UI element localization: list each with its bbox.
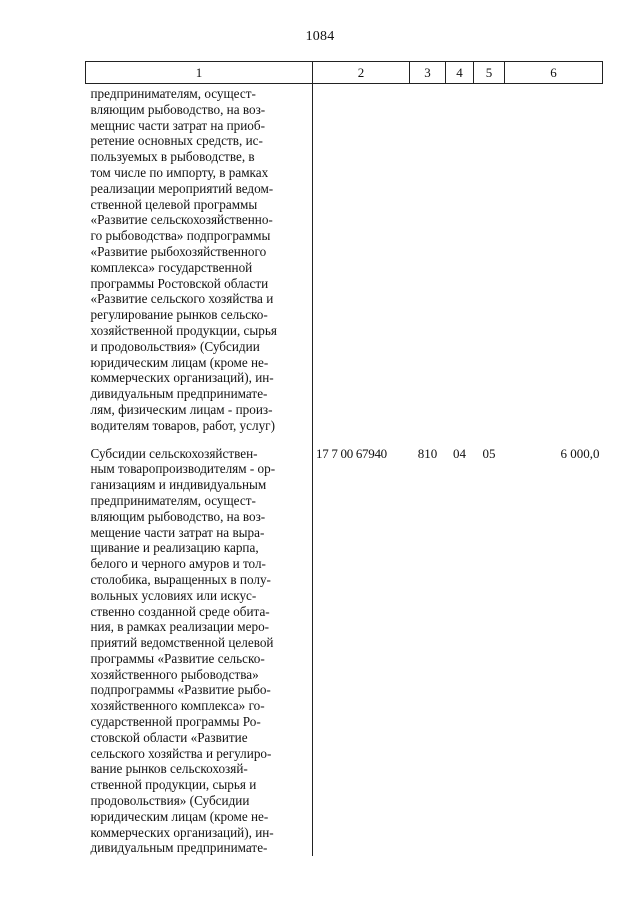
row-section: 04	[453, 445, 466, 461]
row-subsection: 05	[482, 445, 496, 461]
row-description: Субсидии сельскохозяйствен- ным товаропроизводителям - ор- ганизациям и индивидуальным предпринимателям, осущест- вляющим рыбоводство, на воз- мещение части затрат на выра- щивание и реализацию карпа, белого и черного амуров и тол- столобика, выращенных в полу- вольных условиях или искус- ственно созданной среде обита- ния, в рамках реализации меро- приятий ведомственной целевой программы «Развитие сельско- хозяйственного рыбоводства» подпрограммы «Развитие рыбо- хозяйственного комплекса» го- сударственной программы Ро- стовской области «Развитие сельского хозяйства и регулиро- вание рынков сельскохозяй- ственной продукции, сырья и продовольствия» (Субсидии юридическим лицам (кроме не- коммерческих организаций), ин- дивидуальным предпринимате-	[86, 434, 313, 857]
header-col-4: 4	[446, 62, 474, 84]
table-body	[86, 84, 603, 857]
header-col-6: 6	[505, 62, 603, 84]
page-number: 1084	[305, 29, 335, 44]
row-expense-type: 810	[417, 445, 438, 461]
table-row	[86, 434, 603, 857]
row-target-code	[313, 84, 410, 434]
budget-table	[85, 61, 603, 856]
header-row	[86, 62, 603, 84]
header-col-1: 1	[86, 62, 313, 84]
row-expense-type	[410, 84, 446, 434]
row-target-code: 17 7 00 67940	[316, 445, 387, 461]
row-amount: 6 000,0	[560, 445, 600, 461]
row-description: предпринимателям, осущест- вляющим рыбоводство, на воз- мещнис части затрат на приоб- ретение основных средств, ис- пользуемых в рыбоводстве, в том числе по импорту, в рамках реализации мероприятий ведом- ственной целевой программы «Развитие сельскохозяйственно- го рыбоводства» подпрограммы «Развитие рыбохозяйственного комплекса» государственной программы Ростовской области «Развитие сельского хозяйства и регулирование рынков сельско- хозяйственной продукции, сырья и продовольствия» (Субсидии юридическим лицам (кроме не- коммерческих организаций), ин- дивидуальным предпринимате- лям, физическим лицам - произ- водителям товаров, работ, услуг)	[86, 84, 313, 434]
row-subsection	[474, 84, 505, 434]
table-header	[86, 62, 603, 84]
header-col-2: 2	[313, 62, 410, 84]
row-amount	[505, 84, 603, 434]
header-col-5: 5	[474, 62, 505, 84]
header-col-3: 3	[410, 62, 446, 84]
table-row	[86, 84, 603, 434]
row-section	[446, 84, 474, 434]
